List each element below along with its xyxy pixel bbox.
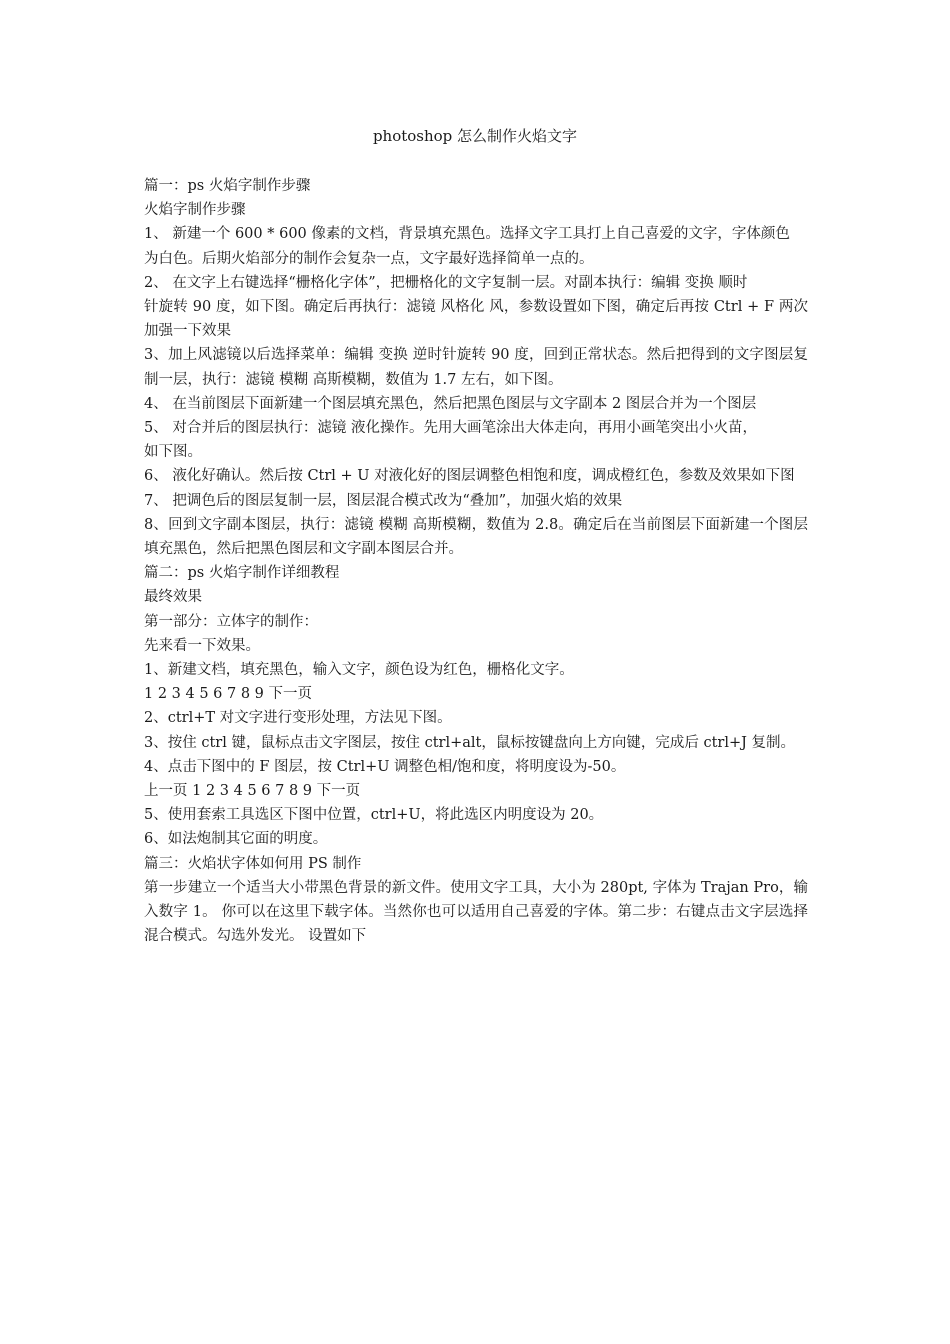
paragraph: 3、按住 ctrl 键，鼠标点击文字图层，按住 ctrl+alt，鼠标按键盘向上方向键，完成后 ctrl+J 复制。 [144,734,796,751]
section-heading: 篇三：火焰状字体如何用 PS 制作 [144,855,362,872]
paragraph: 2、 在文字上右键选择“栅格化字体”，把栅格化的文字复制一层。对副本执行：编辑 变换 顺时 [144,274,748,291]
paragraph: 6、 液化好确认。然后按 Ctrl + U 对液化好的图层调整色相饱和度，调成橙红色，参数及效果如下图 [144,468,795,485]
paragraph: 最终效果 [144,589,202,606]
paragraph: 为白色。后期火焰部分的制作会复杂一点，文字最好选择简单一点的。 [144,250,594,267]
paragraph: 8、回到文字副本图层，执行：滤镜 模糊 高斯模糊，数值为 2.8。确定后在当前图层下面新建一个图层填充黑色，然后把黑色图层和文字副本图层合并。 [144,516,808,558]
paragraph: 针旋转 90 度，如下图。确定后再执行：滤镜 风格化 风，参数设置如下图，确定后再按 Ctrl + F 两次加强一下效果 [144,299,808,340]
paragraph: 火焰字制作步骤 [144,202,246,219]
paragraph: 2、ctrl+T 对文字进行变形处理，方法见下图。 [144,710,452,727]
pagination-line: 1 2 3 4 5 6 7 8 9 下一页 [144,686,313,703]
paragraph: 4、点击下图中的 F 图层，按 Ctrl+U 调整色相/饱和度，将明度设为-50。 [144,758,626,775]
paragraph: 4、 在当前图层下面新建一个图层填充黑色，然后把黑色图层与文字副本 2 图层合并为一个图层 [144,395,757,412]
paragraph: 1、新建文档，填充黑色，输入文字，颜色设为红色，栅格化文字。 [144,662,574,679]
paragraph: 第一部分：立体字的制作： [144,613,318,630]
paragraph: 7、 把调色后的图层复制一层，图层混合模式改为“叠加”，加强火焰的效果 [144,492,623,509]
paragraph: 5、使用套索工具选区下图中位置，ctrl+U，将此选区内明度设为 20。 [144,807,604,824]
paragraph: 先来看一下效果。 [144,637,260,654]
paragraph: 第一步建立一个适当大小带黑色背景的新文件。使用文字工具，大小为 280pt, 字体为 Trajan Pro，输入数字 1。 你可以在这里下载字体。当然你也可以适用自己喜爱的字体。第二步：右键点击文字层选择混合模式。勾选外发光。 设置如下 [144,879,808,945]
section-heading: 篇二：ps 火焰字制作详细教程 [144,565,340,582]
paragraph: 3、加上风滤镜以后选择菜单：编辑 变换 逆时针旋转 90 度，回到正常状态。然后把得到的文字图层复制一层，执行：滤镜 模糊 高斯模糊，数值为 1.7 左右，如下图。 [144,347,808,388]
document-title: photoshop 怎么制作火焰文字 [372,127,578,145]
paragraph: 6、如法炮制其它面的明度。 [144,831,328,848]
paragraph: 5、 对合并后的图层执行：滤镜 液化操作。先用大画笔涂出大体走向，再用小画笔突出小火苗， [144,420,757,437]
paragraph: 1、 新建一个 600 * 600 像素的文档，背景填充黑色。选择文字工具打上自己喜爱的文字，字体颜色 [144,226,790,243]
pagination-line: 上一页 1 2 3 4 5 6 7 8 9 下一页 [144,783,361,800]
paragraph: 篇一：ps 火焰字制作步骤 [144,178,311,194]
paragraph: 如下图。 [144,444,202,461]
document-body [144,174,808,949]
